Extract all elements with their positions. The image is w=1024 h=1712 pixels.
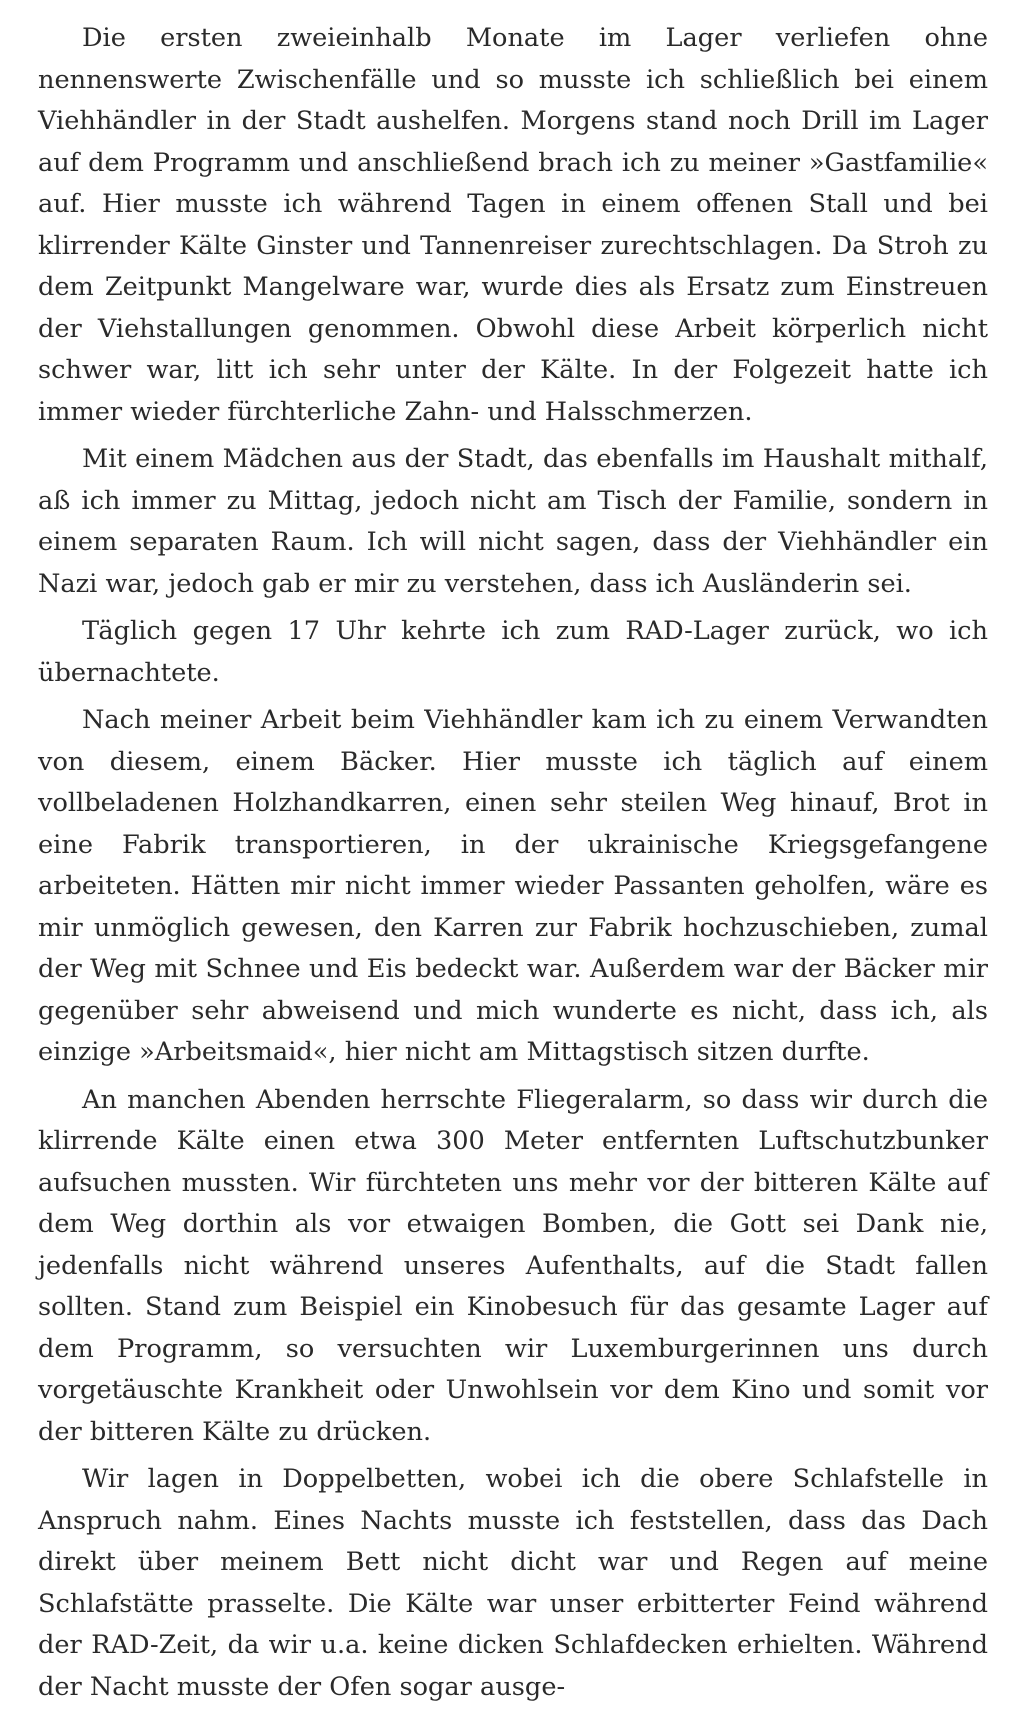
paragraph-5: An manchen Abenden herrschte Fliegeralarm, so dass wir durch die klirrende Kälte einen etwa 300 Meter entfernten Luftschutzbunker aufsuchen mussten. Wir fürchteten uns mehr vor der bitteren Kälte auf dem Weg dorthin als vor etwaigen Bomben, die Gott sei Dank nie, jedenfalls nicht während unseres Aufenthalts, auf die Stadt fallen sollten. Stand zum Beispiel ein Kinobesuch für das gesamte Lager auf dem Programm, so versuchten wir Luxemburgerinnen uns durch vorgetäuschte Krankheit oder Unwohlsein vor dem Kino und somit vor der bitteren Kälte zu drücken. (38, 1084, 988, 1447)
paragraph-1: Die ersten zweieinhalb Monate im Lager verliefen ohne nennenswerte Zwischenfälle und so musste ich schließlich bei einem Viehhändler in der Stadt aushelfen. Morgens stand noch Drill im Lager auf dem Programm und anschließend brach ich zu meiner »Gastfamilie« auf. Hier musste ich während Tagen in einem offenen Stall und bei klirrender Kälte Ginster und Tannenreiser zurechtschlagen. Da Stroh zu dem Zeitpunkt Mangelware war, wurde dies als Ersatz zum Einstreuen der Viehstallungen genommen. Obwohl diese Arbeit körperlich nicht schwer war, litt ich sehr unter der Kälte. In der Folgezeit hatte ich immer wieder fürchterliche Zahn- und Halsschmerzen. (38, 23, 988, 427)
paragraph-6: Wir lagen in Doppelbetten, wobei ich die obere Schlafstelle in Anspruch nahm. Eines Nachts musste ich feststellen, dass das Dach direkt über meinem Bett nicht dicht war und Regen auf meine Schlafstätte prasselte. Die Kälte war unser erbitterter Feind während der RAD-Zeit, da wir u.a. keine dicken Schlafdecken erhielten. Während der Nacht musste der Ofen sogar ausge- (38, 1464, 988, 1702)
paragraph-3: Täglich gegen 17 Uhr kehrte ich zum RAD-Lager zurück, wo ich übernachtete. (38, 616, 988, 688)
paragraph-2: Mit einem Mädchen aus der Stadt, das ebenfalls im Haushalt mithalf, aß ich immer zu Mittag, jedoch nicht am Tisch der Familie, sondern in einem separaten Raum. Ich will nicht sagen, dass der Viehhändler ein Nazi war, jedoch gab er mir zu verstehen, dass ich Ausländerin sei. (38, 444, 988, 599)
paragraph-4: Nach meiner Arbeit beim Viehhändler kam ich zu einem Verwandten von diesem, einem Bäcker. Hier musste ich täglich auf einem vollbeladenen Holzhandkarren, einen sehr steilen Weg hinauf, Brot in eine Fabrik transportieren, in der ukrainische Kriegsgefangene arbeiteten. Hätten mir nicht immer wieder Passanten geholfen, wäre es mir unmöglich gewesen, den Karren zur Fabrik hochzuschieben, zumal der Weg mit Schnee und Eis bedeckt war. Außerdem war der Bäcker mir gegenüber sehr abweisend und mich wunderte es nicht, dass ich, als einzige »Arbeitsmaid«, hier nicht am Mittagstisch sitzen durfte. (38, 705, 988, 1067)
book-page (38, 18, 988, 1712)
